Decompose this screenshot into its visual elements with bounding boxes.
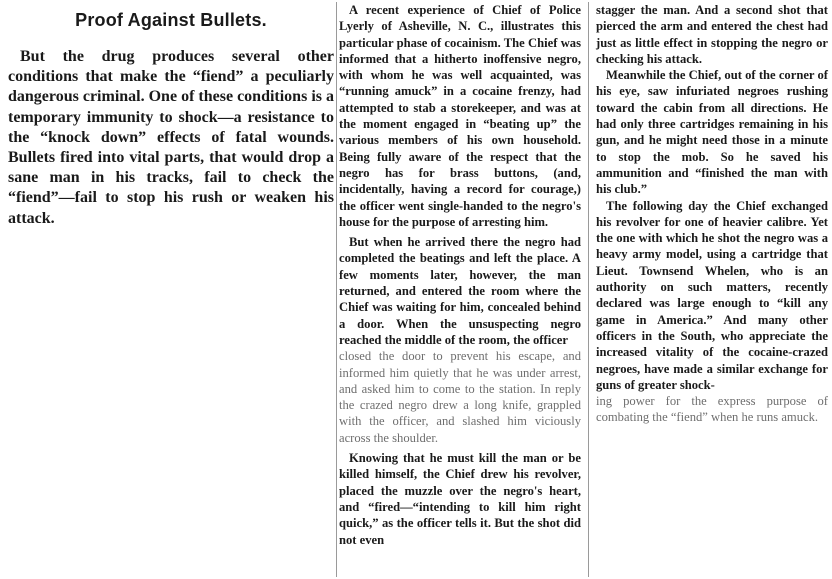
column-rule-left — [336, 2, 337, 577]
article-headline: Proof Against Bullets. — [75, 10, 267, 30]
column-rule-right — [588, 2, 589, 577]
col3-paragraph-3: The following day the Chief exchanged his revolver for one of heavier calibre. Yet the one with which he shot the negro was a heavy army model, using a cartridge that Lieut. Townsend Whelen, who is an authority on such matters, recently declared was large enough to “kill any game in America.” And many other officers in the South, who appreciate the increased vitality of the cocaine-crazed negroes, have made a similar exchange for guns of greater shock- — [596, 198, 828, 392]
col2-paragraph-2-continued: closed the door to prevent his escape, and informed him quietly that he was under arrest, and asked him to come to the station. In reply the crazed negro drew a long knife, grappled with the officer, and slashed him viciously across the shoulder. — [339, 349, 581, 445]
column-3 — [596, 0, 828, 426]
column-2 — [339, 0, 581, 548]
col3-paragraph-3-continued: ing power for the express purpose of combating the “fiend” when he runs amuck. — [596, 394, 828, 425]
col2-paragraph-1: A recent experience of Chief of Police Lyerly of Asheville, N. C., illustrates this particular phase of cocainism. The Chief was informed that a hitherto inoffensive negro, with whom he was well acquainted, was “running amuck” in a cocaine frenzy, had attempted to stab a storekeeper, and was at the moment engaged in “beating up” the various members of his own household. Being fully aware of the respect that the negro has for brass buttons, (and, incidentally, having a record for courage,) the officer went single-handed to the negro's house for the purpose of arresting him. — [339, 3, 581, 229]
lead-paragraph: But the drug produces several other conditions that make the “fiend” a peculiarly dangerous criminal. One of these conditions is a temporary immunity to shock—a resistance to the “knock down” effects of fatal wounds. Bullets fired into vital parts, that would drop a sane man in his tracks, fail to check the “fiend”—fail to stop his rush or weaken his attack. — [8, 48, 334, 227]
column-1 — [8, 0, 334, 229]
col2-paragraph-3: Knowing that he must kill the man or be killed himself, the Chief drew his revolver, placed the muzzle over the negro's heart, and “fired—“intending to kill him right quick,” as the officer tells it. But the shot did not even — [339, 451, 581, 547]
col3-paragraph-1: stagger the man. And a second shot that pierced the arm and entered the chest had just as little effect in stopping the negro or checking his attack. — [596, 3, 828, 66]
col2-paragraph-2: But when he arrived there the negro had completed the beatings and left the place. A few moments later, however, the man returned, and entered the room where the Chief was waiting for him, concealed behind a door. When the unsuspecting negro reached the middle of the room, the officer — [339, 235, 581, 347]
col3-paragraph-2: Meanwhile the Chief, out of the corner of his eye, saw infuriated negroes rushing toward the cabin from all directions. He had only three cartridges remaining in his gun, and he might need those in a minute to stop the mob. So he saved his ammunition and “finished the man with his club.” — [596, 68, 828, 197]
